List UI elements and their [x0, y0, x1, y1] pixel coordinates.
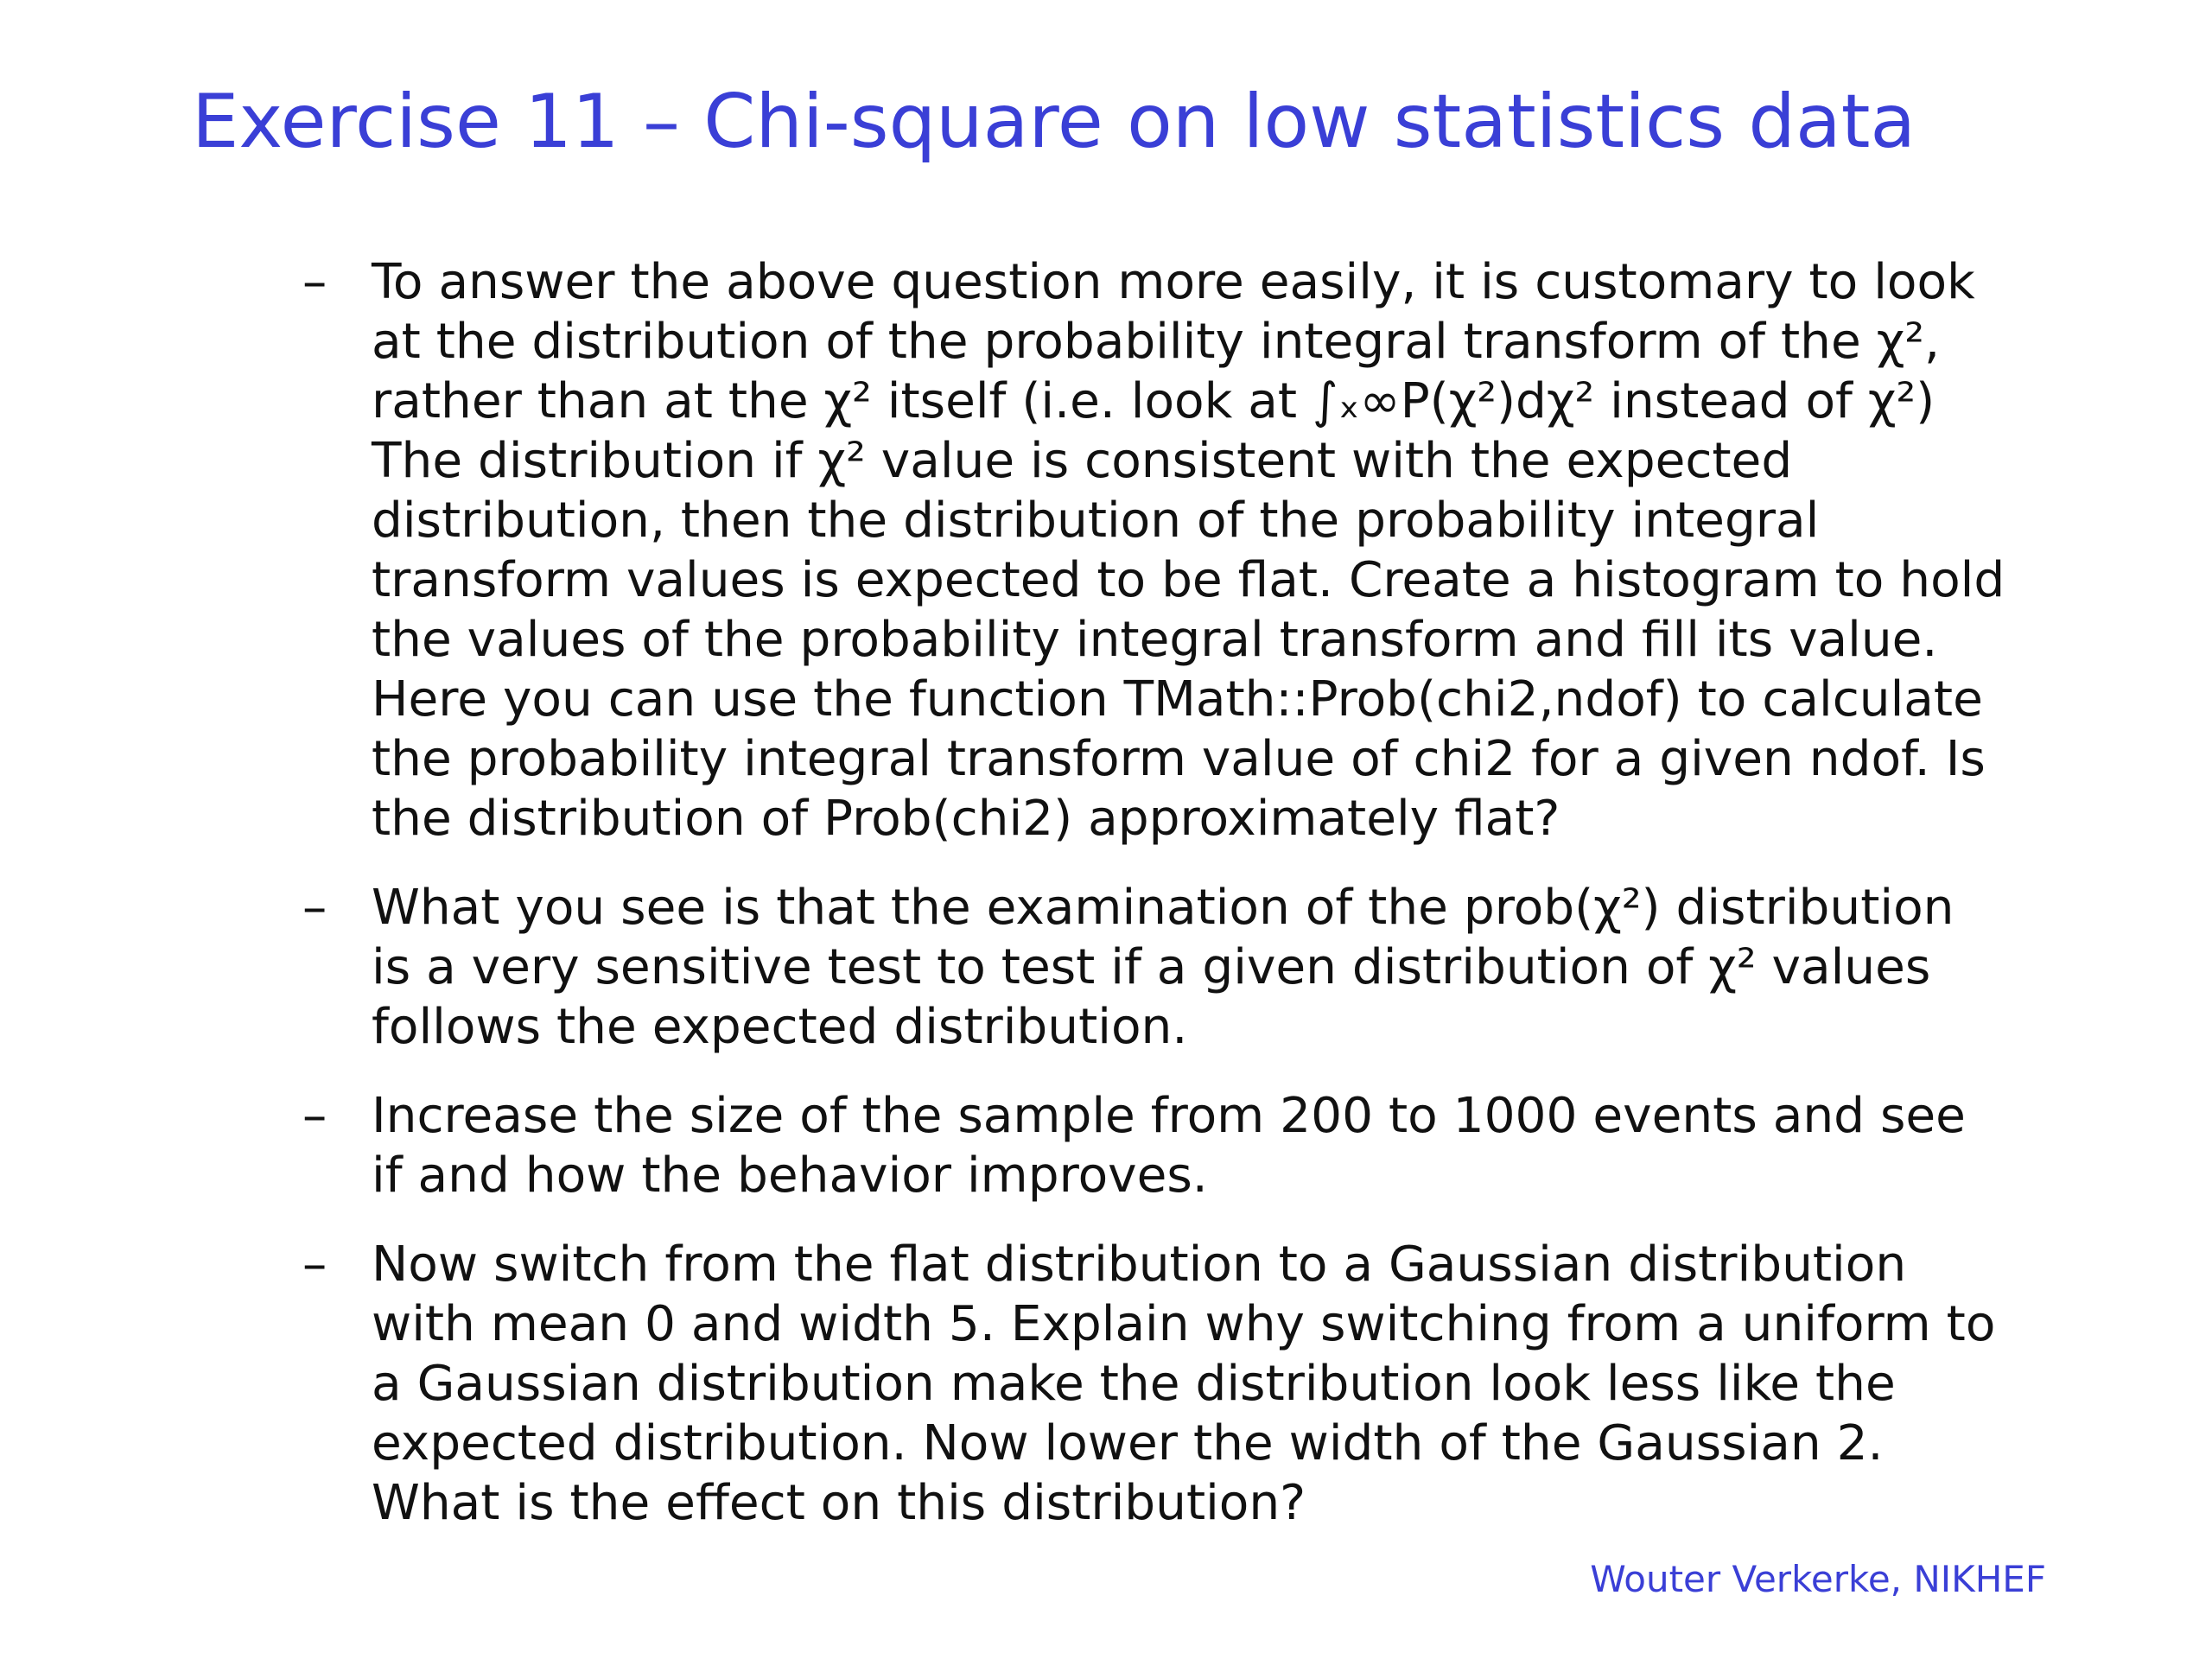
bullet-line: the distribution of Prob(chi2) approximately flat? — [372, 791, 1560, 847]
bullet-line: rather than at the χ² itself (i.e. look at ∫ₓ∞P(χ²)dχ² instead of χ²) — [372, 373, 1936, 429]
bullet-line: a Gaussian distribution make the distribution look less like the — [372, 1356, 1896, 1412]
bullet-line: To answer the above question more easily, it is customary to look — [372, 254, 1975, 310]
author-footer: Wouter Verkerke, NIKHEF — [1590, 1558, 2046, 1600]
bullet-line: distribution, then the distribution of the probability integral — [372, 493, 1820, 549]
bullet-line: expected distribution. Now lower the width of the Gaussian 2. — [372, 1415, 1884, 1471]
bullet-line: at the distribution of the probability integral transform of the χ², — [372, 314, 1940, 370]
bullet-marker: – — [302, 880, 327, 936]
bullet-line: transform values is expected to be flat. Create a histogram to hold — [372, 552, 2005, 608]
bullet-line: Increase the size of the sample from 200 to 1000 events and see — [372, 1088, 1966, 1144]
bullet-line: The distribution if χ² value is consistent with the expected — [372, 433, 1793, 489]
bullet-line: Now switch from the flat distribution to a Gaussian distribution — [372, 1236, 1907, 1293]
bullet-line: follows the expected distribution. — [372, 999, 1188, 1055]
bullet-item — [302, 878, 2082, 1057]
bullet-line: What you see is that the examination of the prob(χ²) distribution — [372, 880, 1955, 936]
bullet-line: the values of the probability integral transform and fill its value. — [372, 612, 1938, 668]
bullet-line: if and how the behavior improves. — [372, 1147, 1208, 1204]
bullet-list — [302, 252, 2082, 1562]
bullet-line: the probability integral transform value of chi2 for a given ndof. Is — [372, 731, 1986, 787]
bullet-item — [302, 252, 2082, 849]
bullet-line: with mean 0 and width 5. Explain why switching from a uniform to — [372, 1296, 1996, 1352]
bullet-marker: – — [302, 1236, 327, 1293]
bullet-line: Here you can use the function TMath::Prob(chi2,ndof) to calculate — [372, 671, 1983, 728]
slide-title: Exercise 11 – Chi-square on low statistics data — [192, 79, 1916, 165]
bullet-marker: – — [302, 1088, 327, 1144]
bullet-item — [302, 1086, 2082, 1205]
bullet-marker: – — [302, 254, 327, 310]
bullet-line: is a very sensitive test to test if a given distribution of χ² values — [372, 939, 1931, 995]
bullet-line: What is the effect on this distribution? — [372, 1475, 1306, 1531]
bullet-item — [302, 1235, 2082, 1533]
